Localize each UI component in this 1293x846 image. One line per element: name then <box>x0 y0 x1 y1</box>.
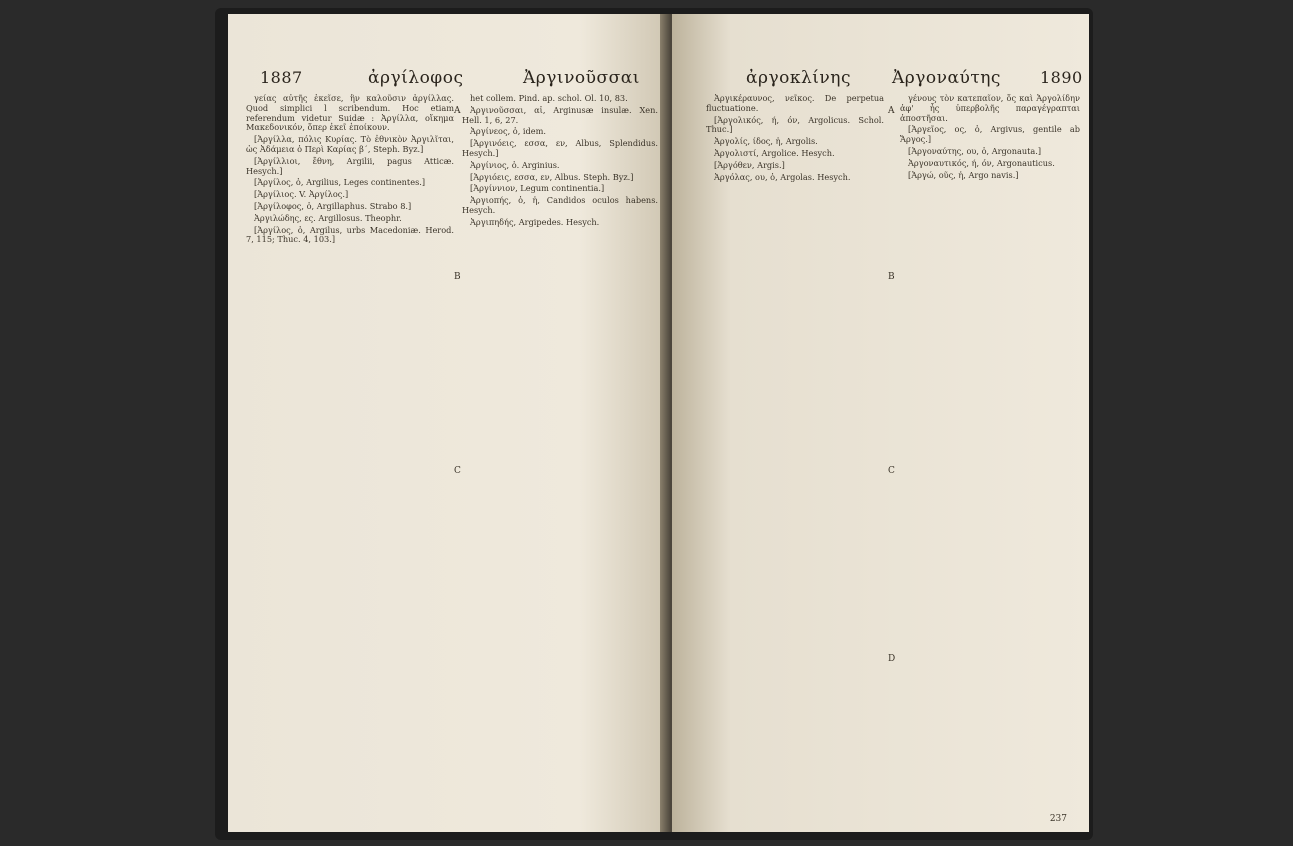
left-column-2 <box>462 94 658 824</box>
margin-letter: C <box>454 466 461 476</box>
entry: Ἀργίνιος, ὁ. Arginius. <box>470 159 560 170</box>
entry: [Ἀργοναύτης, ου, ὁ, Argonauta.] <box>908 145 1042 156</box>
right-column-2 <box>900 94 1080 824</box>
entry: γένους τὸν κατεπαῖον, ὅς καὶ Ἀργολίδην ἀφ' ἧς ὑπερβολῆς παραγέγραπται ἀποστῆσαι. <box>900 94 1080 123</box>
right-page <box>672 14 1089 832</box>
margin-letter: B <box>454 272 461 282</box>
entry: [Ἀργίννιον, Legum continentia.] <box>470 183 605 194</box>
page-number-right: 1890 <box>1040 68 1083 87</box>
entry: Ἀργιοπής, ὁ, ἡ, Candidos oculos habens. Hesych. <box>462 195 658 215</box>
margin-letter: D <box>888 654 896 664</box>
entry: het collem. Pind. ap. schol. Ol. 10, 83. <box>470 94 628 103</box>
margin-letter: A <box>888 106 895 116</box>
entry: Ἀργολίς, ίδος, ἡ, Argolis. <box>714 136 818 147</box>
headword-left-2: Ἀργινοῦσσαι <box>523 68 640 88</box>
right-column-1 <box>706 94 884 824</box>
headword-right-2: Ἀργοναύτης <box>892 68 1001 88</box>
entry: [Ἀργίλλιοι, ἔθνη, Argilii, pagus Atticæ. Hesych.] <box>246 155 454 176</box>
entry: [Ἀργίλλα, πόλις Κυρίας. Τὸ ἐθνικὸν Ἀργιλῖται, ὡς Ἀδάμεια ὁ Περὶ Καρίας β΄, Steph. Byz.] <box>246 134 454 154</box>
entry: Ἀργοναυτικός, ή, όν, Argonauticus. <box>908 157 1055 168</box>
entry: Ἀργιπηδής, Argipedes. Hesych. <box>470 216 600 227</box>
entry: [Ἀργολικός, ή, όν, Argolicus. Schol. Thuc.] <box>706 114 884 135</box>
page-footer: 237 <box>1049 814 1067 824</box>
entry: Ἀργίνεος, ὁ, idem. <box>470 126 546 137</box>
page-number-left: 1887 <box>260 68 303 87</box>
headword-left-1: ἀργίλοφος <box>368 68 464 88</box>
margin-letter: C <box>888 466 895 476</box>
entry: [Ἀργίλος, ὁ, Argilius, Leges continentes.] <box>254 177 426 188</box>
entry: Ἀργικέραυνος, νεῖκος. De perpetua fluctuatione. <box>706 94 884 113</box>
entry: Ἀργιλώδης, ες. Argillosus. Theophr. <box>254 212 402 223</box>
entry: Ἀργολιστί, Argolice. Hesych. <box>714 147 835 158</box>
entry: [Ἀργεῖος, ος, ὁ, Argivus, gentile ab Ἄργος.] <box>900 124 1080 145</box>
margin-letter: B <box>888 272 895 282</box>
left-column-1 <box>246 94 454 824</box>
entry: [Ἀργίλοφος, ὁ, Argillaphus. Strabo 8.] <box>254 200 412 211</box>
entry: γείας αὐτῆς ἐκεῖσε, ἣν καλοῦσιν ἀργίλλας. Quod simplici l scribendum. Hoc etiam referendum videtur Suidæ : Ἀργίλλα, οἴκημα Μακεδονικόν, ὅπερ ἐκεῖ ἐποίκουν. <box>246 94 454 133</box>
margin-letter: A <box>454 106 461 116</box>
entry: [Ἀργινόεις, εσσα, εν, Albus, Splendidus. Hesych.] <box>462 138 658 158</box>
entry: [Ἀργίλος, ὁ, Argilus, urbs Macedoniæ. Herod. 7, 115; Thuc. 4, 103.] <box>246 224 454 245</box>
entry: [Ἀργίλιος. V. Ἀργίλος.] <box>254 189 349 200</box>
entry: Ἀργόλας, ου, ὁ, Argolas. Hesych. <box>714 171 851 182</box>
entry: [Ἀργιόεις, εσσα, εν, Albus. Steph. Byz.] <box>470 171 634 182</box>
entry: [Ἀργόθεν, Argis.] <box>714 159 785 170</box>
entry: Ἀργινοῦσσαι, αἱ, Arginusæ insulæ. Xen. Hell. 1, 6, 27. <box>462 104 658 125</box>
left-page <box>228 14 668 832</box>
entry: [Ἀργώ, οῦς, ἡ, Argo navis.] <box>908 169 1019 180</box>
headword-right-1: ἀργοκλίνης <box>746 68 851 88</box>
